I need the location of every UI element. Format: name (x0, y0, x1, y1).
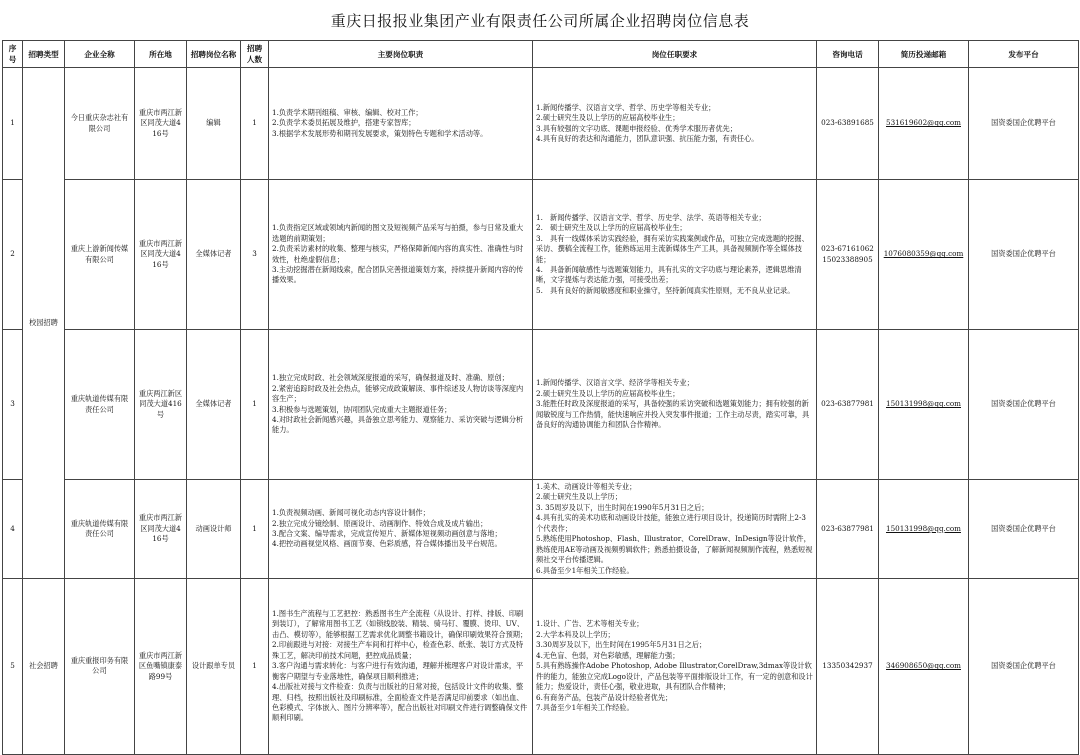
hire-count: 1 (241, 330, 269, 480)
text-line: 1.负责指定区域或领域内新闻的图文及短视频产品采写与拍摄，参与日常及重大选题的前期策划； (272, 223, 524, 243)
text-line: 3.具有较强的文字功底、课题申报经验、优秀学术服历者优先； (536, 123, 737, 133)
header-phone: 咨询电话 (817, 41, 879, 68)
document-title: 重庆日报报业集团产业有限责任公司所属企业招聘岗位信息表 (330, 11, 750, 30)
job-requirements (533, 180, 817, 330)
recruit-type-campus: 校园招聘 (23, 68, 65, 579)
position-name: 编辑 (187, 68, 241, 180)
email-link[interactable]: 150131998@qq.com (886, 523, 961, 533)
text-line: 5. 具有良好的新闻敏感度和职业操守，坚持新闻真实性原则，无不良从业记录。 (536, 285, 795, 295)
text-line: 5.具有熟练操作Adobe Photoshop, Adobe Illustrator,CorelDraw,3dmax等设计软件的能力，能独立完成Logo设计，产品包装等平面排版设计工作，有一定的创意和设计能力；热爱设计，责任心强，敬业进取，具有团队合作精神； (536, 661, 813, 692)
contact-phone (817, 330, 879, 480)
header-requirements: 岗位任职要求 (533, 41, 817, 68)
row-index: 5 (3, 578, 23, 754)
text-line: 1. 新闻传播学、汉语言文学、哲学、历史学、法学、英语等相关专业； (536, 212, 766, 222)
text-line: 3. 具有一线媒体采访实践经验，拥有采访实践案例或作品，可独立完成选题的挖掘、采访、撰稿全流程工作，能熟练运用主流新媒体生产工具，具备视频制作等全媒体技能； (536, 233, 809, 264)
location: 重庆两江新区同茂大道416号 (135, 330, 187, 480)
text-line: 3.主动挖掘潜在新闻线索，配合团队完善报道策划方案，持续提升新闻内容的传播效果。 (272, 264, 524, 285)
text-line: 1.负责学术期刊组稿、审核、编辑、校对工作； (272, 107, 423, 117)
recruitment-table (2, 40, 1079, 755)
text-line: 3.客户沟通与需求转化：与客户进行有效沟通，理解并梳理客户对设计需求，平衡客户期望与专业落地性，确保项目顺利推进； (272, 661, 524, 681)
text-line: 4.无色盲、色弱，对色彩敏感，理解能力强； (536, 650, 680, 660)
text-line: 1.独立完成时政、社会领域深度报道的采写，确保报道及时、准确、原创； (272, 373, 509, 383)
contact-phone (817, 578, 879, 754)
text-line: 2.硕士研究生及以上学历的应届高校毕业生； (536, 388, 680, 398)
text-line: 2.负责学术委员拓展及维护，搭建专家智库； (272, 118, 416, 128)
hire-count: 1 (241, 480, 269, 579)
job-duties (269, 180, 533, 330)
text-line: 2.负责采访素材的收集、整理与核实，严格保障新闻内容的真实性、准确性与时效性，杜绝虚假信息； (272, 244, 524, 264)
text-line: 3.配合文案、编导需求，完成宣传短片、新媒体短视频动画创意与落地； (272, 528, 502, 538)
email-link[interactable]: 150131998@qq.com (886, 399, 961, 409)
table-row (3, 330, 1079, 480)
table-row (3, 68, 1079, 180)
table-row (3, 578, 1079, 754)
hire-count: 3 (241, 180, 269, 330)
contact-phone (817, 180, 879, 330)
text-line: 2. 硕士研究生及以上学历的应届高校毕业生； (536, 223, 687, 233)
text-line: 4. 具备新闻敏感性与选题策划能力，具有扎实的文字功底与理论素养，逻辑思维清晰，文字提炼与表达能力强，可接受出差； (536, 264, 802, 285)
position-name: 全媒体记者 (187, 180, 241, 330)
text-line: 3.积极参与选题策划，协同团队完成重大主题报道任务； (272, 404, 452, 414)
contact-phone (817, 480, 879, 579)
job-requirements (533, 68, 817, 180)
text-line: 3. 35周岁及以下，出生时间在1990年5月31日之后； (536, 502, 709, 512)
text-line: 4.对时政社会新闻感兴趣，具备独立思考能力、观察能力、采访突破与逻辑分析能力。 (272, 414, 524, 435)
job-requirements (533, 480, 817, 579)
text-line: 4.出版社对接与文件检查：负责与出版社的日常对接，包括设计文件的收集、整理、归档，按照出版社及印刷标准，全面检查文件是否满足印前要求（如出血、色彩模式、字体嵌入、图片分辨率等），配合出版社对印刷文件进行调整确保文件顺利印刷。 (272, 682, 528, 723)
position-name: 全媒体记者 (187, 330, 241, 480)
table-row (3, 180, 1079, 330)
text-line: 2.紧密追踪时政及社会热点，能够完成政策解读、事件综述及人物访谈等深度内容生产； (272, 383, 524, 404)
text-line: 7.具备至少1年相关工作经验。 (536, 702, 634, 712)
email-link[interactable]: 1076080359@qq.com (883, 249, 964, 259)
position-name: 动画设计师 (187, 480, 241, 579)
text-line: 6.具备至少1年相关工作经验。 (536, 565, 634, 575)
job-duties (269, 480, 533, 579)
text-line: 15023388905 (822, 254, 873, 264)
header-type: 招聘类型 (23, 41, 65, 68)
email-link[interactable]: 531619602@qq.com (886, 118, 961, 128)
location: 重庆市两江新区同茂大道416号 (135, 480, 187, 579)
job-duties (269, 68, 533, 180)
text-line: 2.硕士研究生及以上学历的应届高校毕业生； (536, 113, 680, 123)
text-line: 3.根据学术发展形势和期刊发展要求，策划特色专题和学术活动等。 (272, 128, 488, 138)
company-name: 重庆轨道传媒有限责任公司 (65, 330, 135, 480)
text-line: 1.美术、动画设计等相关专业； (536, 482, 637, 491)
text-line: 1.新闻传播学、汉语言文学、经济学等相关专业； (536, 378, 694, 388)
header-company: 企业全称 (65, 41, 135, 68)
table-row (3, 480, 1079, 579)
email-link[interactable]: 346908650@qq.com (886, 661, 961, 671)
row-index: 3 (3, 330, 23, 480)
job-requirements (533, 578, 817, 754)
header-duties: 主要岗位职责 (269, 41, 533, 68)
publish-platform: 国资委国企优聘平台 (969, 330, 1079, 480)
text-line: 023-67161062 (821, 244, 874, 254)
location: 重庆市两江新区同茂大道416号 (135, 180, 187, 330)
text-line: 4.具有良好的表达和沟通能力，团队意识强、抗压能力强，有责任心。 (536, 133, 759, 143)
header-platform: 发布平台 (969, 41, 1079, 68)
text-line: 023-63891685 (821, 118, 874, 128)
text-line: 2.硕士研究生及以上学历； (536, 492, 622, 502)
text-line: 2.大学本科及以上学历； (536, 629, 615, 639)
job-duties (269, 578, 533, 754)
text-line: 4.具有扎实的美术功底和动画设计技能，能独立进行项目设计，投递简历时需附上2-3个代表作； (536, 513, 806, 533)
text-line: 3.能胜任时政及深度报道的采写，具备较强的采访突破和选题策划能力；拥有较强的新闻敏锐度与工作热情，能快速响应并投入突发事件报道；工作主动尽责，踏实可靠，具备良好的沟通协调能力和团队合作精神。 (536, 399, 810, 430)
row-index: 1 (3, 68, 23, 180)
position-name: 设计跟单专员 (187, 578, 241, 754)
header-email: 简历投递邮箱 (879, 41, 969, 68)
text-line: 023-63877981 (821, 523, 874, 533)
location: 重庆市两江新区同茂大道416号 (135, 68, 187, 180)
company-name: 今日重庆杂志社有限公司 (65, 68, 135, 180)
text-line: 1.图书生产流程与工艺把控：熟悉图书生产全流程（从设计、打样、排版、印刷到装订），了解常用图书工艺（如锁线胶装、精装、骑马钉、覆膜、烫印、UV、击凸、模切等），能够根据工艺需求优化调整书籍设计，确保印刷效果符合预期； (272, 609, 528, 639)
publish-platform: 国资委国企优聘平台 (969, 480, 1079, 579)
text-line: 023-63877981 (821, 399, 874, 409)
hire-count: 1 (241, 578, 269, 754)
publish-platform: 国资委国企优聘平台 (969, 180, 1079, 330)
header-index: 序号 (3, 41, 23, 68)
table-header-row (3, 41, 1079, 68)
recruit-type-social: 社会招聘 (23, 578, 65, 754)
text-line: 6.有商务产品，包装产品设计经验者优先； (536, 692, 673, 702)
contact-phone (817, 68, 879, 180)
job-requirements (533, 330, 817, 480)
header-position: 招聘岗位名称 (187, 41, 241, 68)
text-line: 1.新闻传播学、汉语言文学、哲学、历史学等相关专业； (536, 102, 716, 112)
header-location: 所在地 (135, 41, 187, 68)
row-index: 2 (3, 180, 23, 330)
hire-count: 1 (241, 68, 269, 180)
publish-platform: 国资委国企优聘平台 (969, 578, 1079, 754)
text-line: 13350342937 (822, 661, 873, 671)
text-line: 5.熟练使用Photoshop、Flash、Illustrator、CorelDraw、InDesign等设计软件，熟练使用AE等动画及视频剪辑软件；熟悉拍摄设备，了解新闻视频制作流程，熟悉短视频社交平台传播逻辑。 (536, 534, 813, 565)
job-duties (269, 330, 533, 480)
row-index: 4 (3, 480, 23, 579)
text-line: 1.负责视频动画、新闻可视化动态内容设计制作； (272, 508, 430, 518)
company-name: 重庆上游新闻传媒有限公司 (65, 180, 135, 330)
header-count: 招聘人数 (241, 41, 269, 68)
text-line: 1.设计、广告、艺术等相关专业； (536, 619, 644, 629)
text-line: 3.30周岁及以下，出生时间在1995年5月31日之后； (536, 640, 707, 650)
location: 重庆市两江新区鱼嘴镇康泰路99号 (135, 578, 187, 754)
publish-platform: 国资委国企优聘平台 (969, 68, 1079, 180)
text-line: 2.印前跟进与对接：对接生产车间和打样中心，检查色彩、纸张、装订方式及特殊工艺，解决印前技术问题，把控成品质量； (272, 640, 524, 660)
company-name: 重庆重报印务有限公司 (65, 578, 135, 754)
company-name: 重庆轨道传媒有限责任公司 (65, 480, 135, 579)
text-line: 2.独立完成分镜绘制、原画设计、动画制作、特效合成及成片输出； (272, 518, 488, 528)
text-line: 4.把控动画视觉风格、画面节奏、色彩质感，符合媒体播出及平台规范。 (272, 539, 502, 549)
